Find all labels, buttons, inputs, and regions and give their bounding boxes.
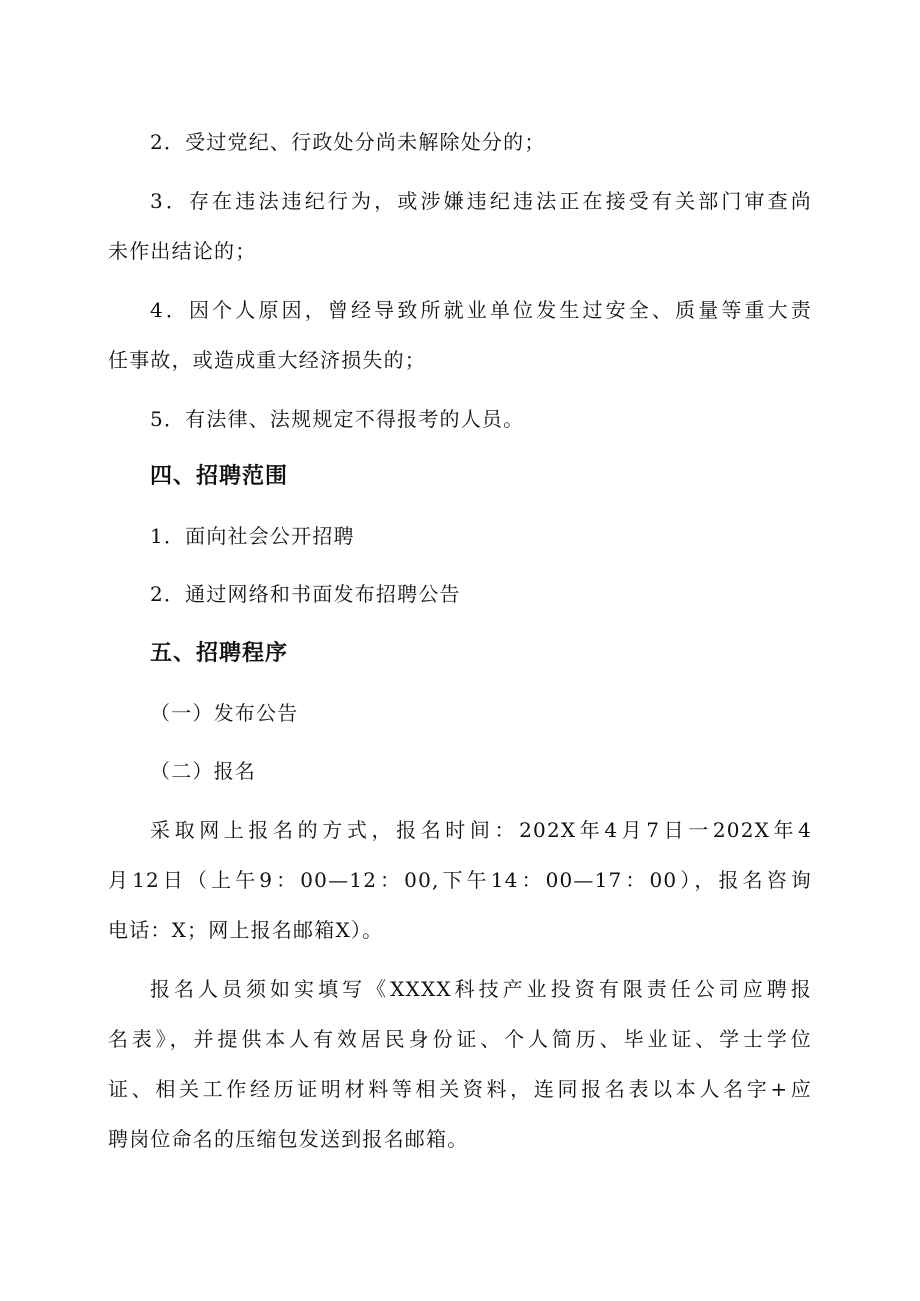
- materials-paragraph-line-4: 聘岗位命名的压缩包发送到报名邮箱。: [108, 1127, 469, 1151]
- disqualification-item-5: 5．有法律、法规规定不得报考的人员。: [150, 407, 525, 431]
- recruitment-scope-item-1: 1．面向社会公开招聘: [150, 524, 355, 548]
- procedure-step-registration: （二）报名: [150, 759, 256, 783]
- disqualification-item-4-line-2: 任事故，或造成重大经济损失的；: [108, 348, 426, 372]
- registration-paragraph-line-1: 采取网上报名的方式，报名时间：202X年4月7日一202X年4: [150, 818, 812, 842]
- materials-paragraph-line-2: 名表》，并提供本人有效居民身份证、个人简历、毕业证、学士学位: [108, 1027, 812, 1051]
- materials-paragraph-line-1: 报名人员须如实填写《XXXX科技产业投资有限责任公司应聘报: [150, 977, 812, 1001]
- registration-paragraph-line-3: 电话：X；网上报名邮箱X）。: [108, 918, 384, 942]
- disqualification-item-4-line-1: 4．因个人原因，曾经导致所就业单位发生过安全、质量等重大责: [150, 298, 812, 322]
- registration-paragraph-line-2: 月12日（上午9：00—12：00,下午14：00—17：00），报名咨询: [108, 868, 812, 892]
- disqualification-item-2: 2．受过党纪、行政处分尚未解除处分的；: [150, 130, 546, 154]
- disqualification-item-3-line-1: 3．存在违法违纪行为，或涉嫌违纪违法正在接受有关部门审查尚: [150, 189, 812, 213]
- section-heading-recruitment-procedure: 五、招聘程序: [150, 641, 289, 666]
- materials-paragraph-line-3: 证、相关工作经历证明材料等相关资料，连同报名表以本人名字+应: [108, 1077, 812, 1101]
- section-heading-recruitment-scope: 四、招聘范围: [150, 464, 289, 489]
- procedure-step-publish-notice: （一）发布公告: [150, 701, 299, 725]
- disqualification-item-3-line-2: 未作出结论的；: [108, 239, 257, 263]
- recruitment-scope-item-2: 2．通过网络和书面发布招聘公告: [150, 582, 461, 606]
